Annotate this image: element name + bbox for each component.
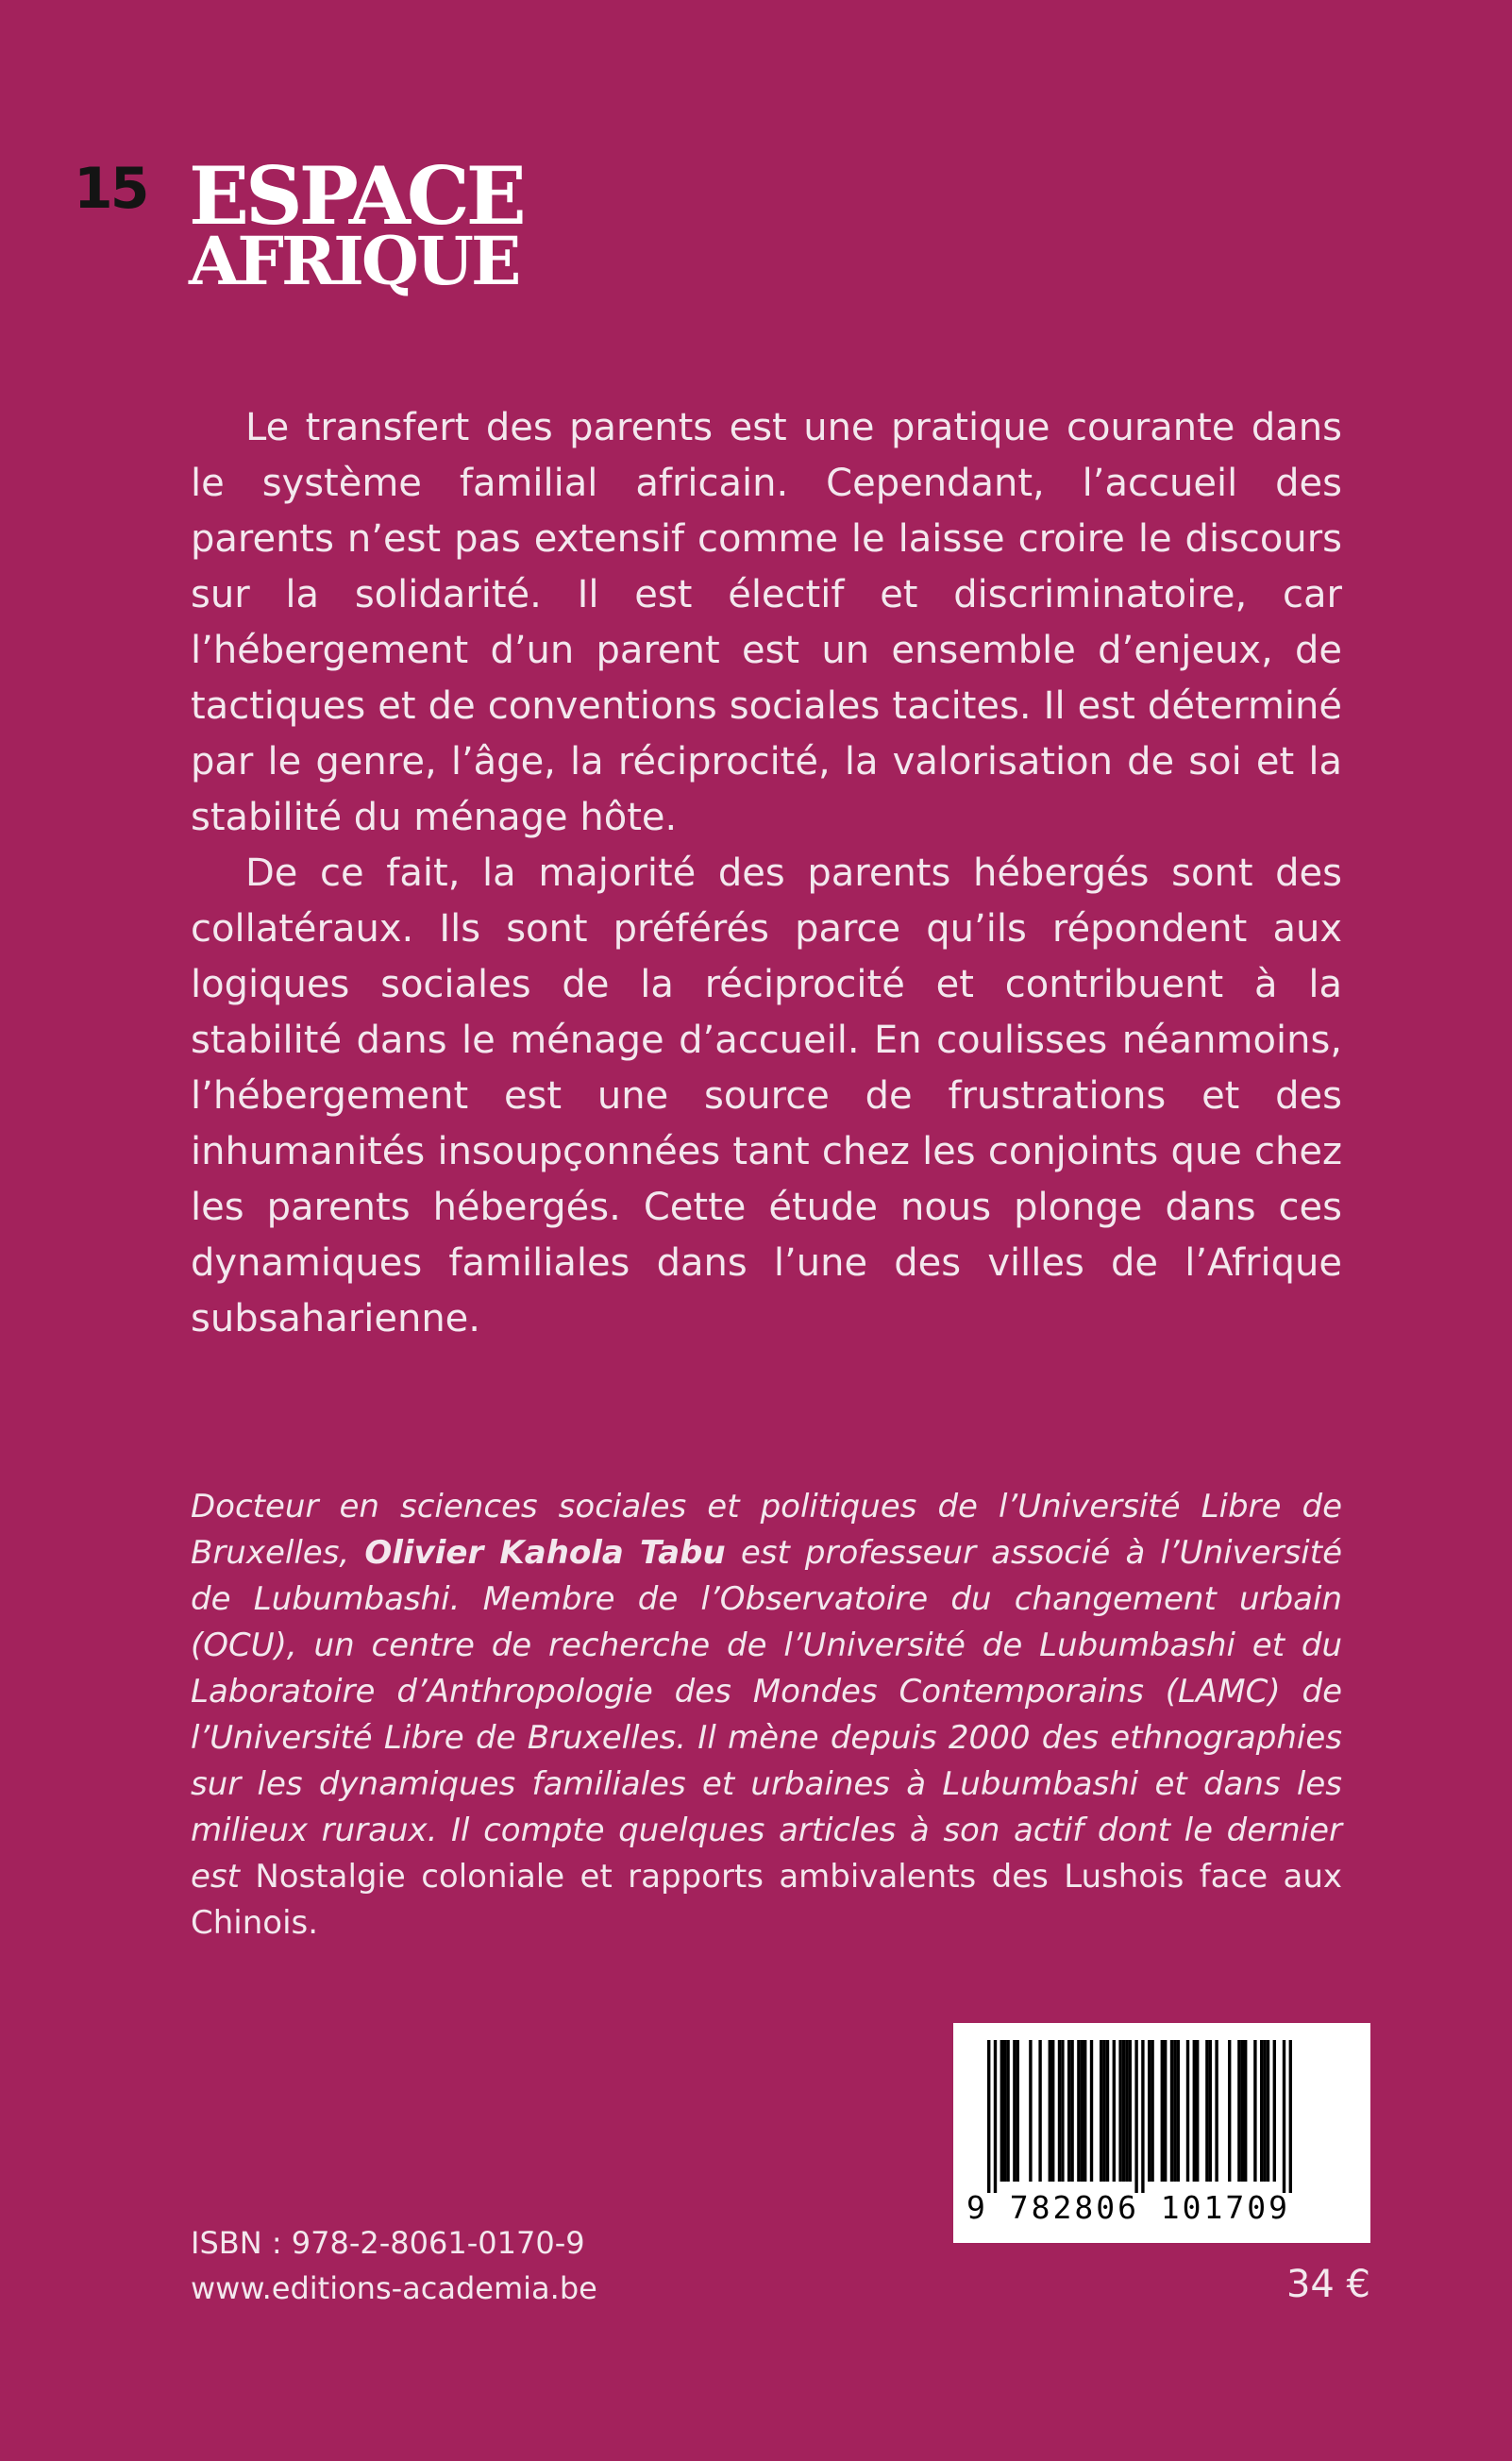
barcode-bar — [1170, 2040, 1173, 2182]
barcode-bar — [1186, 2040, 1189, 2182]
barcode-bar — [1029, 2040, 1032, 2182]
barcode-guard-bar — [994, 2040, 997, 2193]
barcode-bar — [1081, 2040, 1084, 2182]
barcode-bar — [1102, 2040, 1105, 2182]
barcode-bar — [1196, 2040, 1199, 2182]
barcode-bar — [1237, 2040, 1240, 2182]
barcode-bar — [1215, 2040, 1218, 2182]
barcode-bar — [1122, 2040, 1125, 2182]
barcode-guard-bar — [1141, 2040, 1144, 2193]
barcode-bar — [1129, 2040, 1132, 2182]
price-label: 34 € — [1285, 2263, 1370, 2306]
barcode-bar — [1058, 2040, 1061, 2182]
series-number: 15 — [74, 156, 147, 222]
summary-paragraph-2: De ce fait, la majorité des parents hébergés sont des collatéraux. Ils sont préférés parce qu’ils répondent aux logiques sociales de la réciprocité et contribuent à la stabilité dans le ménage d’accueil. En coulisses néanmoins, l’hébergement est une source de frustrations et des inhumanités insoupçonnées tant chez les conjoints que chez les parents hébergés. Cette étude nous plonge dans ces dynamiques familiales dans l’une des villes de l’Afrique subsaharienne. — [191, 851, 1342, 1340]
barcode-bar — [1038, 2040, 1041, 2182]
barcode-bar — [1209, 2040, 1212, 2182]
barcode-bars — [953, 2023, 1370, 2193]
barcode-bar — [1205, 2040, 1208, 2182]
isbn-barcode — [953, 2023, 1370, 2243]
barcode-bar — [1260, 2040, 1263, 2182]
barcode-bar — [1100, 2040, 1102, 2182]
barcode-bar — [1228, 2040, 1231, 2182]
bio-body: est professeur associé à l’Université de Lubumbashi. Membre de l’Observatoire du changement urbain (OCU), un centre de recherche de l’Université de Lubumbashi et du Laboratoire d’Anthropologie des Mondes Contemporains (LAMC) de l’Université Libre de Bruxelles. Il mène depuis 2000 des ethnographies sur les dynamiques familiales et urbaines à Lubumbashi et dans les milieux ruraux. Il compte quelques articles à son actif dont le dernier est — [191, 1534, 1342, 1896]
barcode-bar — [1193, 2040, 1196, 2182]
barcode-bar — [1061, 2040, 1064, 2182]
barcode-bar — [1177, 2040, 1180, 2182]
barcode-bar — [1161, 2040, 1164, 2182]
barcode-bar — [1151, 2040, 1153, 2182]
bio-article-title: Nostalgie coloniale et rapports ambivalents des Lushois face aux Chinois. — [191, 1858, 1342, 1942]
barcode-bar — [1118, 2040, 1121, 2182]
barcode-bar — [1173, 2040, 1176, 2182]
isbn-number: ISBN : 978-2-8061-0170-9 — [191, 2225, 585, 2261]
barcode-bar — [1267, 2040, 1269, 2182]
barcode-bar — [1006, 2040, 1009, 2182]
publisher-website[interactable]: www.editions-academia.be — [191, 2270, 597, 2306]
barcode-bar — [1000, 2040, 1003, 2182]
barcode-bar — [1164, 2040, 1167, 2182]
series-title-line2: AFRIQUE — [189, 221, 519, 300]
barcode-bar — [1244, 2040, 1247, 2182]
barcode-bar — [1051, 2040, 1054, 2182]
bio-intro: Docteur en sciences sociales et politiques de l’Université Libre de Bruxelles, — [191, 1488, 1342, 1572]
barcode-bar — [1263, 2040, 1266, 2182]
barcode-bar — [1241, 2040, 1244, 2182]
barcode-bar — [1013, 2040, 1016, 2182]
barcode-guard-bar — [1289, 2040, 1292, 2193]
barcode-bar — [1090, 2040, 1093, 2182]
summary-paragraph-1: Le transfert des parents est une pratique courante dans le système familial africain. Cependant, l’accueil des parents n’est pas extensif comme le laisse croire le discours sur la solidarité. Il est électif et discriminatoire, car l’hébergement d’un parent est un ensemble d’enjeux, de tactiques et de conventions sociales tacites. Il est déterminé par le genre, l’âge, la réciprocité, la valorisation de soi et la stabilité du ménage hôte. — [191, 406, 1342, 839]
barcode-bar — [1084, 2040, 1086, 2182]
barcode-bar — [1148, 2040, 1151, 2182]
barcode-guard-bar — [1134, 2040, 1137, 2193]
series-title-line1: ESPACE — [189, 149, 523, 243]
author-name: Olivier Kahola Tabu — [364, 1534, 726, 1572]
summary-text — [191, 400, 1342, 1347]
barcode-bar — [1016, 2040, 1019, 2182]
barcode-bar — [1106, 2040, 1109, 2182]
barcode-bar — [1273, 2040, 1276, 2182]
barcode-guard-bar — [987, 2040, 990, 2193]
barcode-bar — [1253, 2040, 1256, 2182]
barcode-bar — [1113, 2040, 1116, 2182]
barcode-guard-bar — [1283, 2040, 1285, 2193]
barcode-bar — [1125, 2040, 1128, 2182]
barcode-bar — [1077, 2040, 1080, 2182]
barcode-digits: 9 782806 101709 — [966, 2189, 1291, 2226]
series-title — [189, 149, 523, 300]
author-bio — [191, 1484, 1342, 1947]
barcode-bar — [1049, 2040, 1051, 2182]
barcode-bar — [1003, 2040, 1006, 2182]
barcode-bar — [1067, 2040, 1070, 2182]
barcode-bar — [1070, 2040, 1073, 2182]
